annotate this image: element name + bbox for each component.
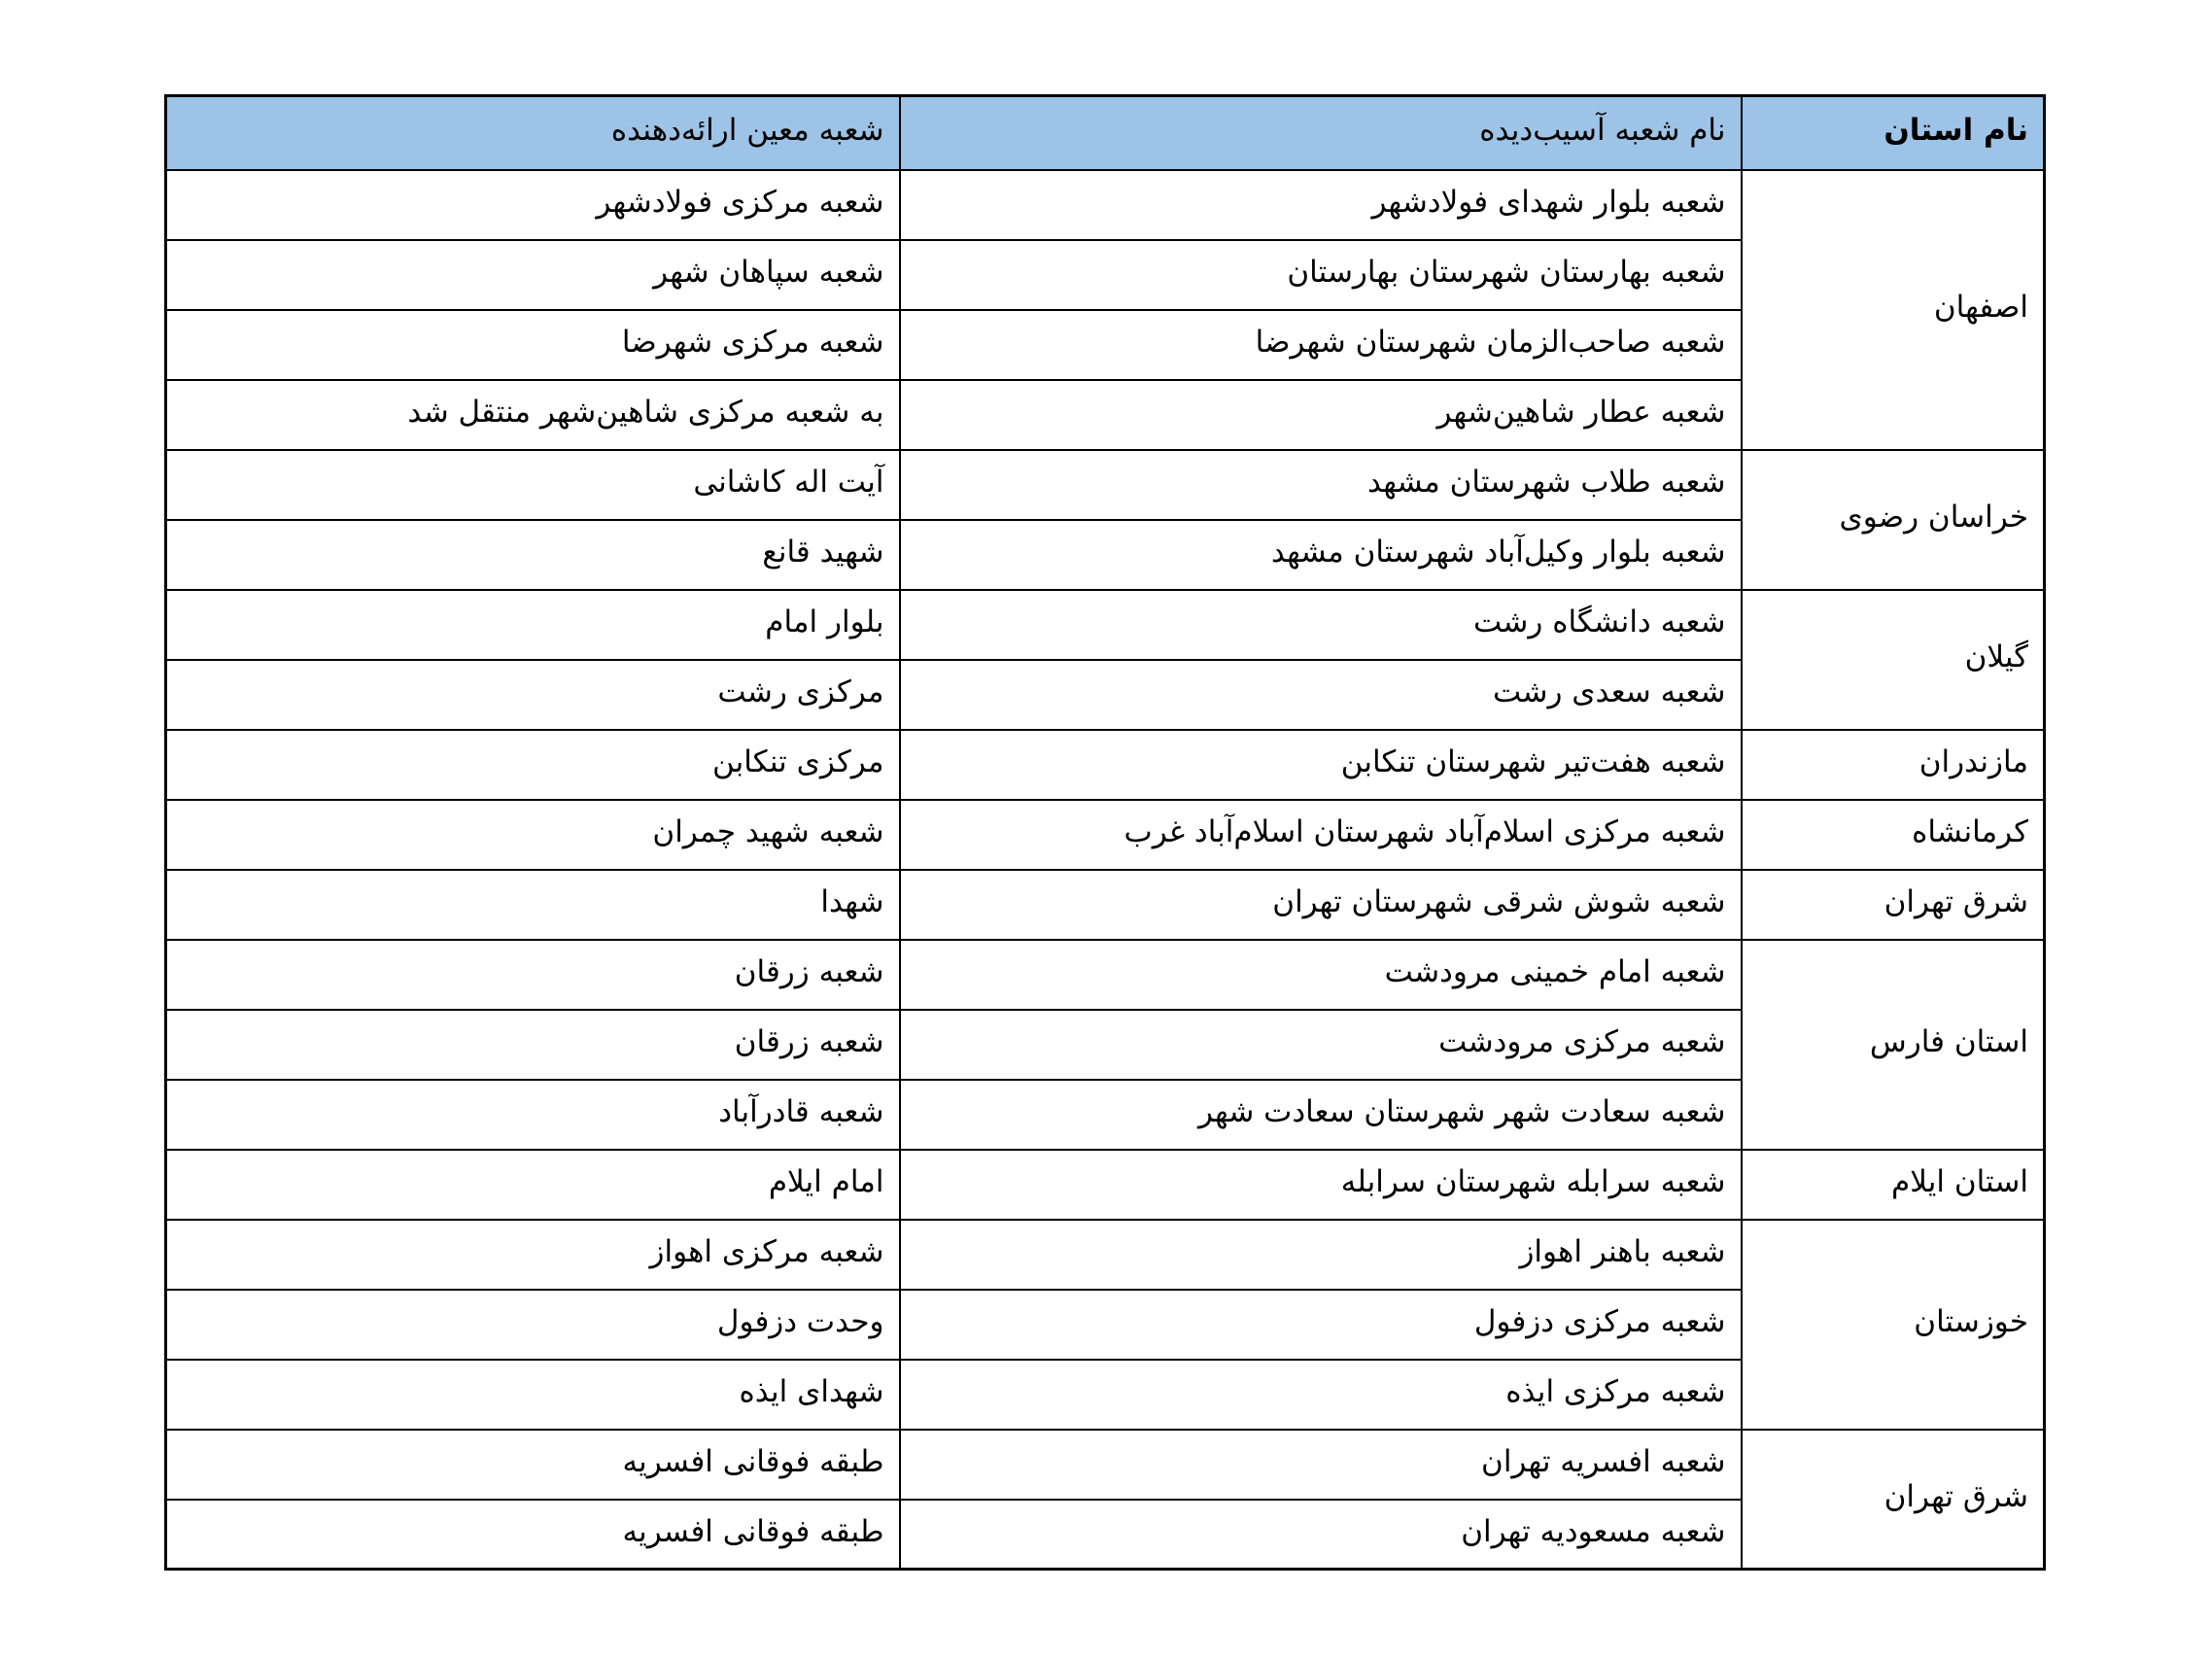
table-header-row	[166, 96, 2045, 170]
provider-branch-cell: طبقه فوقانی افسریه	[166, 1430, 900, 1500]
damaged-branch-cell: شعبه سعادت شهر شهرستان سعادت شهر	[900, 1080, 1742, 1150]
table-row	[166, 1430, 2045, 1500]
damaged-branch-cell: شعبه مسعودیه تهران	[900, 1500, 1742, 1570]
header-provider-branch: شعبه معین ارائه‌دهنده	[166, 96, 900, 170]
provider-branch-cell: شعبه زرقان	[166, 940, 900, 1010]
table-row	[166, 450, 2045, 520]
province-cell: گیلان	[1742, 590, 2045, 730]
provider-branch-cell: شعبه قادرآباد	[166, 1080, 900, 1150]
damaged-branch-cell: شعبه امام خمینی مرودشت	[900, 940, 1742, 1010]
province-cell: شرق تهران	[1742, 1430, 2045, 1570]
province-cell: اصفهان	[1742, 170, 2045, 450]
header-province-name: نام استان	[1742, 96, 2045, 170]
damaged-branch-cell: شعبه افسریه تهران	[900, 1430, 1742, 1500]
province-cell: استان ایلام	[1742, 1150, 2045, 1220]
provider-branch-cell: آیت اله کاشانی	[166, 450, 900, 520]
provider-branch-cell: شعبه مرکزی شهرضا	[166, 310, 900, 380]
province-cell: شرق تهران	[1742, 870, 2045, 940]
damaged-branch-cell: شعبه طلاب شهرستان مشهد	[900, 450, 1742, 520]
table-row	[166, 730, 2045, 800]
provider-branch-cell: شعبه سپاهان شهر	[166, 240, 900, 310]
damaged-branch-cell: شعبه مرکزی دزفول	[900, 1290, 1742, 1360]
table-body	[166, 170, 2045, 1570]
province-cell: استان فارس	[1742, 940, 2045, 1150]
damaged-branch-cell: شعبه سعدی رشت	[900, 660, 1742, 730]
table-row	[166, 870, 2045, 940]
provider-branch-cell: شهدای ایذه	[166, 1360, 900, 1430]
province-cell: خوزستان	[1742, 1220, 2045, 1430]
provider-branch-cell: مرکزی رشت	[166, 660, 900, 730]
provider-branch-cell: شعبه زرقان	[166, 1010, 900, 1080]
header-damaged-branch-name: نام شعبه آسیب‌دیده	[900, 96, 1742, 170]
damaged-branch-cell: شعبه بهارستان شهرستان بهارستان	[900, 240, 1742, 310]
table-row	[166, 940, 2045, 1010]
provider-branch-cell: بلوار امام	[166, 590, 900, 660]
provider-branch-cell: طبقه فوقانی افسریه	[166, 1500, 900, 1570]
provider-branch-cell: شعبه مرکزی فولادشهر	[166, 170, 900, 240]
provider-branch-cell: شعبه شهید چمران	[166, 800, 900, 870]
provider-branch-cell: شهدا	[166, 870, 900, 940]
damaged-branch-cell: شعبه باهنر اهواز	[900, 1220, 1742, 1290]
province-cell: مازندران	[1742, 730, 2045, 800]
damaged-branch-cell: شعبه هفت‌تیر شهرستان تنکابن	[900, 730, 1742, 800]
provider-branch-cell: امام ایلام	[166, 1150, 900, 1220]
provider-branch-cell: شهید قانع	[166, 520, 900, 590]
damaged-branch-cell: شعبه مرکزی مرودشت	[900, 1010, 1742, 1080]
damaged-branch-cell: شعبه سرابله شهرستان سرابله	[900, 1150, 1742, 1220]
province-cell: خراسان رضوی	[1742, 450, 2045, 590]
table-row	[166, 800, 2045, 870]
damaged-branch-cell: شعبه عطار شاهین‌شهر	[900, 380, 1742, 450]
damaged-branch-cell: شعبه مرکزی اسلام‌آباد شهرستان اسلام‌آباد غرب	[900, 800, 1742, 870]
damaged-branch-cell: شعبه دانشگاه رشت	[900, 590, 1742, 660]
damaged-branch-cell: شعبه بلوار شهدای فولادشهر	[900, 170, 1742, 240]
damaged-branch-cell: شعبه مرکزی ایذه	[900, 1360, 1742, 1430]
damaged-branch-cell: شعبه بلوار وکیل‌آباد شهرستان مشهد	[900, 520, 1742, 590]
provider-branch-cell: مرکزی تنکابن	[166, 730, 900, 800]
damaged-branch-cell: شعبه شوش شرقی شهرستان تهران	[900, 870, 1742, 940]
provider-branch-cell: شعبه مرکزی اهواز	[166, 1220, 900, 1290]
branches-table	[164, 94, 2046, 1571]
table-row	[166, 170, 2045, 240]
table-row	[166, 1220, 2045, 1290]
damaged-branch-cell: شعبه صاحب‌الزمان شهرستان شهرضا	[900, 310, 1742, 380]
provider-branch-cell: وحدت دزفول	[166, 1290, 900, 1360]
provider-branch-cell: به شعبه مرکزی شاهین‌شهر منتقل شد	[166, 380, 900, 450]
table-row	[166, 590, 2045, 660]
table-row	[166, 1150, 2045, 1220]
province-cell: کرمانشاه	[1742, 800, 2045, 870]
